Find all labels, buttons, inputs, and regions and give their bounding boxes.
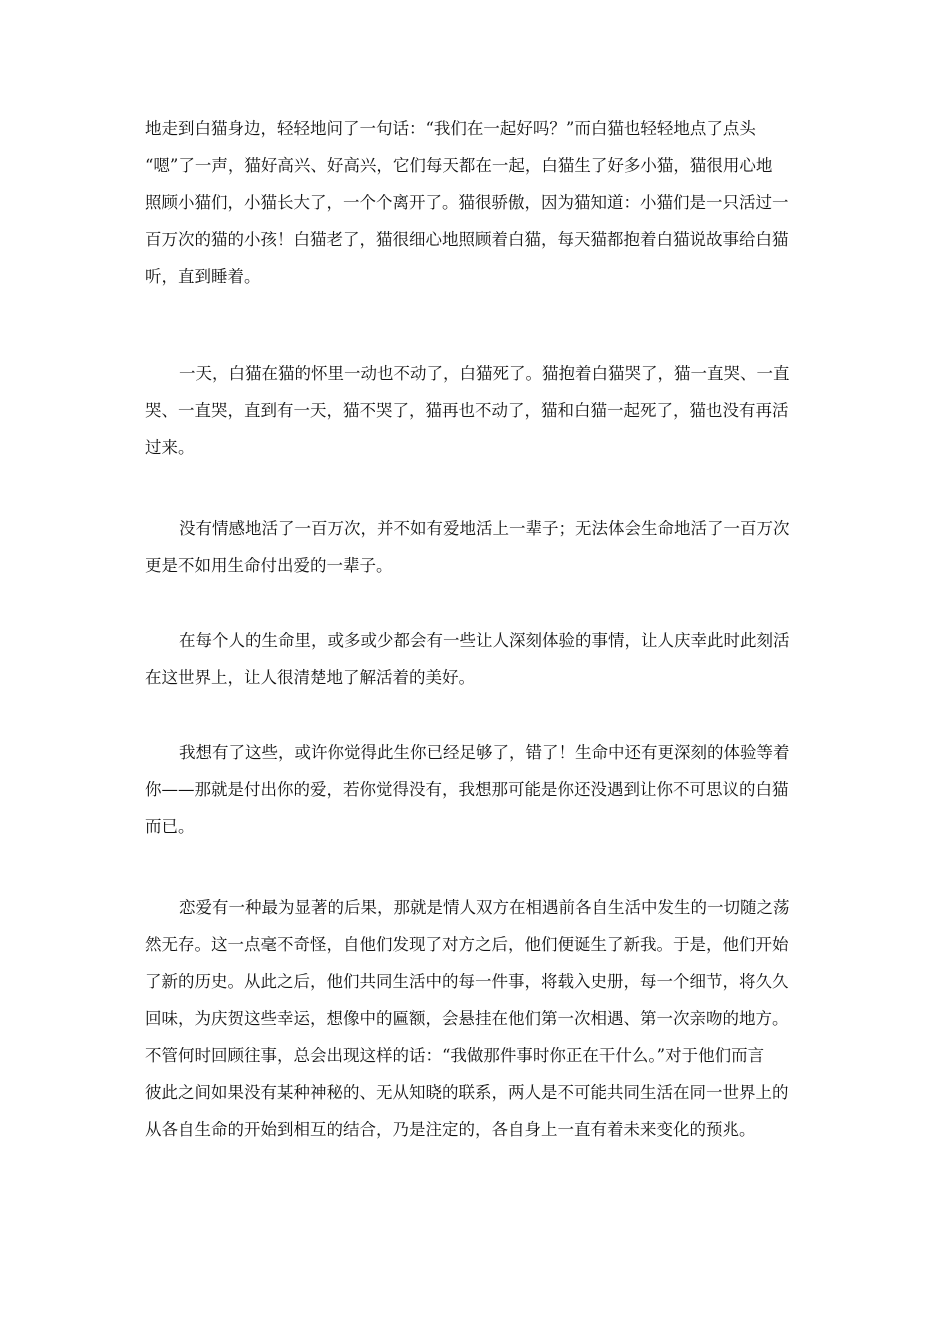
paragraph-line: 更是不如用生命付出爱的一辈子。 xyxy=(145,556,393,575)
paragraph-line: 照顾小猫们，小猫长大了，一个个离开了。猫很骄傲，因为猫知道：小猫们是一只活过一 xyxy=(145,193,789,212)
paragraph-4 xyxy=(145,622,815,696)
paragraph-line: 没有情感地活了一百万次，并不如有爱地活上一辈子；无法体会生命地活了一百万次 xyxy=(179,519,790,538)
paragraph-line: 哭、一直哭，直到有一天，猫不哭了，猫再也不动了，猫和白猫一起死了，猫也没有再活 xyxy=(145,401,789,420)
paragraph-line: 彼此之间如果没有某种神秘的、无从知晓的联系，两人是不可能共同生活在同一世界上的 xyxy=(145,1083,789,1102)
paragraph-3 xyxy=(145,510,815,584)
paragraph-line: 一天，白猫在猫的怀里一动也不动了，白猫死了。猫抱着白猫哭了，猫一直哭、一直 xyxy=(179,364,790,383)
paragraph-line: 恋爱有一种最为显著的后果，那就是情人双方在相遇前各自生活中发生的一切随之荡 xyxy=(179,898,790,917)
paragraph-line: 在这世界上，让人很清楚地了解活着的美好。 xyxy=(145,668,475,687)
paragraph-line: 听，直到睡着。 xyxy=(145,267,261,286)
paragraph-1 xyxy=(145,110,815,295)
paragraph-line: 百万次的猫的小孩！白猫老了，猫很细心地照顾着白猫，每天猫都抱着白猫说故事给白猫 xyxy=(145,230,789,249)
paragraph-line: 过来。 xyxy=(145,438,195,457)
paragraph-line: 我想有了这些，或许你觉得此生你已经足够了，错了！生命中还有更深刻的体验等着 xyxy=(179,743,790,762)
paragraph-line: 从各自生命的开始到相互的结合，乃是注定的，各自身上一直有着未来变化的预兆。 xyxy=(145,1120,756,1139)
paragraph-line: “嗯”了一声，猫好高兴、好高兴，它们每天都在一起，白猫生了好多小猫，猫很用心地 xyxy=(145,156,773,175)
paragraph-line: 地走到白猫身边，轻轻地问了一句话：“我们在一起好吗？”而白猫也轻轻地点了点头 xyxy=(145,119,756,138)
paragraph-5 xyxy=(145,734,815,845)
paragraph-6 xyxy=(145,889,815,1148)
paragraph-line: 不管何时回顾往事，总会出现这样的话：“我做那件事时你正在干什么。”对于他们而言 xyxy=(145,1046,765,1065)
paragraph-line: 了新的历史。从此之后，他们共同生活中的每一件事，将载入史册，每一个细节，将久久 xyxy=(145,972,789,991)
paragraph-line: 你——那就是付出你的爱，若你觉得没有，我想那可能是你还没遇到让你不可思议的白猫 xyxy=(145,780,789,799)
paragraph-line: 而已。 xyxy=(145,817,195,836)
paragraph-line: 然无存。这一点毫不奇怪，自他们发现了对方之后，他们便诞生了新我。于是，他们开始 xyxy=(145,935,789,954)
paragraph-2 xyxy=(145,355,815,466)
paragraph-line: 回味，为庆贺这些幸运，想像中的匾额，会悬挂在他们第一次相遇、第一次亲吻的地方。 xyxy=(145,1009,789,1028)
paragraph-line: 在每个人的生命里，或多或少都会有一些让人深刻体验的事情，让人庆幸此时此刻活 xyxy=(179,631,790,650)
